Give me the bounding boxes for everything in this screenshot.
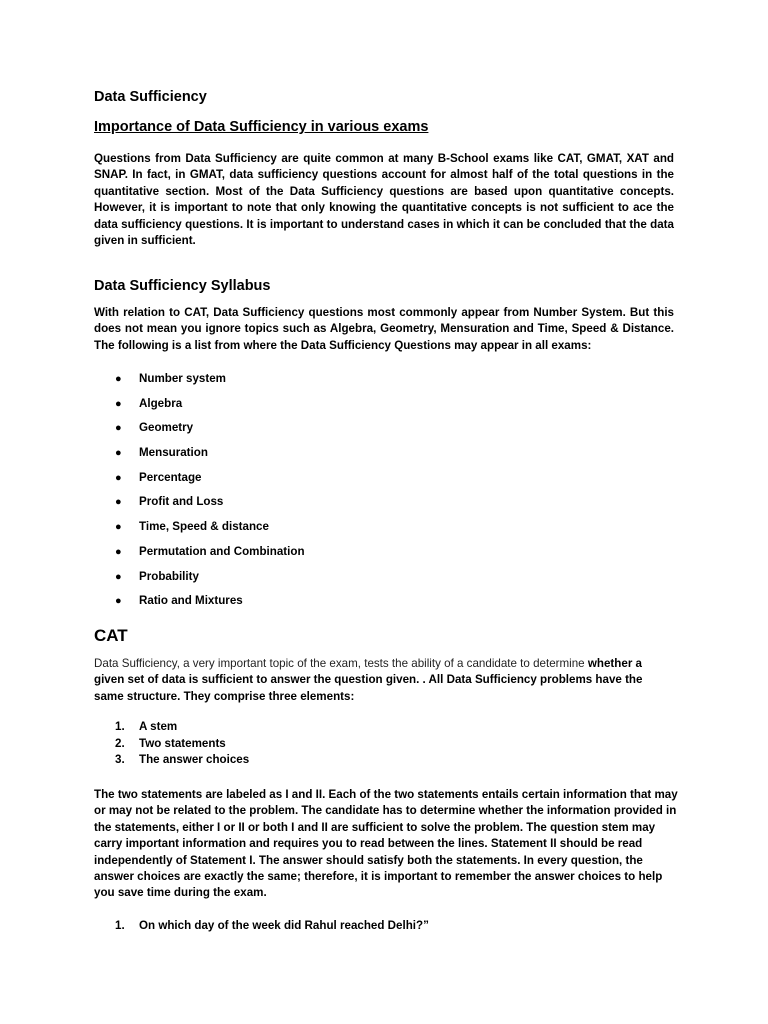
element-label: The answer choices: [139, 753, 250, 766]
topic-label: Profit and Loss: [139, 495, 224, 509]
syllabus-paragraph: With relation to CAT, Data Sufficiency questions most commonly appear from Number System. But this does not mean you ignore topics such as Algebra, Geometry, Mensuration and Time, Speed & Distance. The following is a list from where the Data Sufficiency Questions may appear in all exams:: [94, 306, 674, 352]
cat-paragraph-first-line: Data Sufficiency, a very important topic of the exam, tests the ability of a candidate to determine: [94, 657, 585, 670]
bullet-icon: ●: [115, 521, 122, 534]
topic-label: Probability: [139, 569, 199, 583]
intro-paragraph: Questions from Data Sufficiency are quite common at many B-School exams like CAT, GMAT, XAT and SNAP. In fact, in GMAT, data sufficiency questions account for almost half of the total questions in the quantitative section. Most of the Data Sufficiency questions are based upon quantitative concepts. However, it is important to note that only knowing the quantitative concepts is not sufficient to ace the data sufficiency questions. It is important to understand cases in which it can be concluded that the data given in sufficient.: [94, 152, 674, 248]
topic-label: Number system: [139, 372, 226, 385]
element-label: Two statements: [139, 736, 226, 750]
list-item: [94, 370, 305, 395]
bullet-icon: ●: [115, 570, 122, 583]
list-item: [94, 444, 305, 469]
list-item: [94, 469, 305, 494]
element-label: A stem: [139, 720, 178, 733]
bullet-icon: ●: [115, 496, 122, 509]
list-item: [94, 719, 249, 736]
topic-list: [94, 370, 305, 617]
list-number: 1.: [115, 919, 125, 932]
section-heading-syllabus: Data Sufficiency Syllabus: [94, 278, 271, 294]
bullet-icon: ●: [115, 545, 122, 558]
topic-label: Time, Speed & distance: [139, 520, 269, 534]
list-number: 1.: [115, 720, 125, 733]
question-text: On which day of the week did Rahul reached Delhi?”: [139, 919, 429, 932]
topic-label: Algebra: [139, 396, 183, 410]
bullet-icon: ●: [115, 373, 122, 385]
bullet-icon: ●: [115, 471, 122, 484]
topic-label: Permutation and Combination: [139, 544, 305, 558]
topic-label: Percentage: [139, 470, 202, 484]
list-number: 3.: [115, 753, 125, 766]
list-number: 2.: [115, 736, 125, 750]
question-list: [94, 918, 429, 934]
list-item: [94, 752, 249, 769]
cat-paragraph: [94, 656, 674, 705]
cat-paragraph-rest: whether a given set of data is sufficient to answer the question given. . All Data Sufficiency problems have the same structure. They comprise three elements:: [94, 657, 643, 703]
section-heading-importance: Importance of Data Sufficiency in various exams: [94, 119, 429, 135]
list-item: [94, 543, 305, 568]
document-title: Data Sufficiency: [94, 89, 207, 105]
topic-label: Mensuration: [139, 446, 208, 460]
list-item: [94, 918, 429, 934]
topic-label: Geometry: [139, 421, 194, 435]
list-item: [94, 568, 305, 593]
list-item: [94, 518, 305, 543]
bullet-icon: ●: [115, 447, 122, 460]
bullet-icon: ●: [115, 422, 122, 435]
elements-list: [94, 719, 249, 769]
bullet-icon: ●: [115, 397, 122, 410]
list-item: [94, 419, 305, 444]
topic-label: Ratio and Mixtures: [139, 594, 243, 608]
bullet-icon: ●: [115, 595, 122, 608]
section-heading-cat: CAT: [94, 626, 128, 645]
list-item: [94, 395, 305, 420]
list-item: [94, 493, 305, 518]
list-item: [94, 592, 305, 617]
statements-paragraph: The two statements are labeled as I and II. Each of the two statements entails certain information that may or may not be related to the problem. The candidate has to determine whether the information provided in the statements, either I or II or both I and II are sufficient to solve the problem. The question stem may carry important information and requires you to read between the lines. Statement II should be read independently of Statement I. The answer should satisfy both the statements. In every question, the answer choices are exactly the same; therefore, it is important to remember the answer choices to help you save time during the exam.: [94, 788, 678, 900]
list-item: [94, 736, 249, 753]
